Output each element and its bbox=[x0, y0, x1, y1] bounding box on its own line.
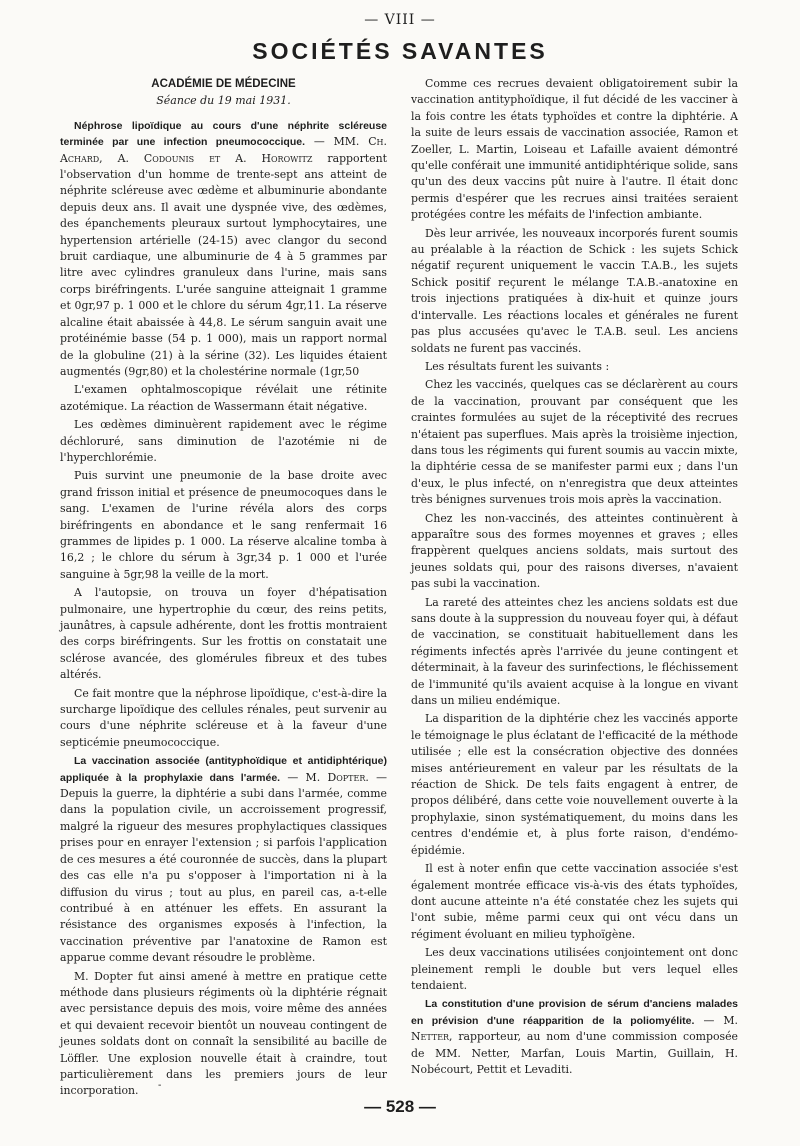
paragraph: Les œdèmes diminuèrent rapidement avec le régime déchloruré, sans diminution de l'azotémie ni de l'hyperchlorémie. bbox=[60, 418, 387, 464]
paragraph: Ce fait montre que la néphrose lipoïdique, c'est-à-dire la surcharge lipoïdique des cellules rénales, peut survenir au cours d'une néphrite scléreuse et à la faveur d'une septicémie pneumococcique. bbox=[60, 686, 387, 749]
article-authors: — M. Dopter. bbox=[287, 770, 369, 784]
paragraph: Chez les vaccinés, quelques cas se déclarèrent au cours de la vaccination, prouvant par conséquent que les craintes formulées au sujet de la réceptivité des recrues n'étaient pas superflues. Mais après la troisième injection, dans tous les régiments qui furent soumis au vaccin mixte, la diphtérie cessa de se manifester parmi eux ; dans l'un d'eux, le plus infecté, on n'enregistra que deux atteintes très bénignes survenues trois mois après la vaccination. bbox=[411, 378, 738, 507]
paragraph: — Depuis la guerre, la diphtérie a subi dans l'armée, comme dans la population civile, un accroissement progressif, malgré la rigueur des mesures prophylactiques classiques prises pour en enrayer l'extension ; si parfois l'application de ces mesures a été couronnée de succès, dans la plupart des cas elle n'a pu s'opposer à l'importation ni à la diffusion du virus ; tout au plus, en pareil cas, a-t-elle contribué à en atténuer les effets. En assurant la résistance des organismes exposés à l'infection, la vaccination préventive par l'anatoxine de Ramon est apparue comme devant résoudre le problème. bbox=[60, 770, 387, 965]
page-number: — 528 — bbox=[364, 1097, 436, 1116]
section-title: SOCIÉTÉS SAVANTES bbox=[252, 38, 548, 64]
paragraph: M. Dopter fut ainsi amené à mettre en pratique cette méthode dans plusieurs régiments où la diphtérie régnait avec persistance depuis des mois, voire même des années et qui devaient recevoir bientôt un nouveau contingent de jeunes soldats dont on connaît la sensibilité au bacille de Löffler. Une explosion nouvelle était à craindre, tout particulièrement dans les premiers jours de leur incorporation. bbox=[60, 969, 387, 1098]
seance-date: Séance du 19 mai 1931. bbox=[156, 94, 291, 108]
article-nephrose bbox=[60, 118, 387, 381]
paragraph: L'examen ophtalmoscopique révélait une rétinite azotémique. La réaction de Wassermann était négative. bbox=[60, 383, 387, 413]
right-column bbox=[411, 76, 738, 1080]
article-title: La vaccination associée (antityphoïdique et antidiphtérique) appliquée à la prophylaxie dans l'armée. bbox=[60, 755, 387, 784]
paragraph: Chez les non-vaccinés, des atteintes continuèrent à apparaître sous des formes moyennes et graves ; elles frappèrent quelques anciens soldats, mais surtout des jeunes soldats qui, pour des raisons diverses, n'avaient pas subi la vaccination. bbox=[411, 511, 738, 591]
article-title: Néphrose lipoïdique au cours d'une néphrite scléreuse terminée par une infection pneumococcique. bbox=[60, 119, 387, 149]
paragraph: A l'autopsie, on trouva un foyer d'hépatisation pulmonaire, une hypertrophie du cœur, des reins petits, jaunâtres, à capsule adhérente, dont les frottis montraient des corps biréfringents. Sur les frottis on constatait une sclérose avancée, des glomérules fibreux et des tubes altérés. bbox=[60, 586, 387, 682]
paragraph: rapportent l'observation d'un homme de trente-sept ans atteint de néphrite scléreuse avec œdème et albuminurie abondante depuis deux ans. Il avait une dyspnée vive, des œdèmes, des épanchements pleuraux surtout lymphocytaires, une hypertension artérielle (24-15) avec clangor du second bruit cardiaque, une albuminurie de 4 à 5 grammes par litre avec cylindres granuleux dans l'urine, mais sans corps biréfringents. L'urée sanguine atteignait 1 gramme et 0gr,97 p. 1 000 et le chlore du sérum 4gr,11. La réserve alcaline était abaissée à 44,8. Le sérum sanguin avait une protéinémie basse (54 p. 1 000), mais un rapport normal de la globuline (21) à la sérine (32). Les liquides étaient augmentés (9gr,80) et la cholestérine normale (1gr,50 bbox=[60, 151, 387, 378]
article-authors: — M. Netter, bbox=[411, 1013, 738, 1044]
article-authors: — MM. Ch. Achard, A. Codounis et A. Horowitz bbox=[60, 135, 387, 165]
paragraph: rapporteur, au nom d'une commission composée de MM. Netter, Marfan, Louis Martin, Guillain, H. Nobécourt, Pettit et Levaditi. bbox=[411, 1030, 738, 1076]
paragraph: La disparition de la diphtérie chez les vaccinés apporte le témoignage le plus éclatant de l'efficacité de la méthode utilisée ; elle est la consécration objective des données mises antérieurement en valeur par les résultats de la réaction de Shick. De tels faits engagent à entrer, de propos délibéré, dans cette voie nouvellement ouverte à la prophylaxie, sinon systématiquement, du moins dans les centres d'endémie et, à plus forte raison, d'endémo-épidémie. bbox=[411, 712, 738, 857]
paragraph: Il est à noter enfin que cette vaccination associée s'est également montrée efficace vis-à-vis des états typhoïdes, dont aucune atteinte n'a été constatée chez les sujets qui l'ont subie, même parmi ceux qui ont vécu dans un régiment évoluant en milieu typhoïgène. bbox=[411, 862, 738, 941]
article-vaccination bbox=[60, 753, 387, 966]
paragraph: Les deux vaccinations utilisées conjointement ont donc pleinement rempli le double but vers lequel elles tendaient. bbox=[411, 946, 738, 992]
article-title: La constitution d'une provision de sérum d'anciens malades en prévision d'une réapparition de la poliomyélite. bbox=[411, 998, 738, 1027]
article-poliomyelite bbox=[411, 996, 738, 1078]
left-column bbox=[60, 76, 387, 1102]
stray-mark: - bbox=[158, 1080, 162, 1091]
page-roman-numeral: — VIII — bbox=[364, 12, 436, 28]
academy-heading: ACADÉMIE DE MÉDECINE bbox=[151, 78, 296, 90]
paragraph: La rareté des atteintes chez les anciens soldats est due sans doute à la suppression du nouveau foyer qui, à défaut de vaccination, se constituait habituellement dans les régiments infectés après l'arrivée du jeune contingent et déterminait, à la faveur des surinfections, le fléchissement de l'immunité qu'ils avaient acquise à la longue en vivant dans un milieu endémique. bbox=[411, 595, 738, 708]
paragraph: Comme ces recrues devaient obligatoirement subir la vaccination antityphoïdique, il fut décidé de les vacciner à la fois contre les états typhoïdes et contre la diphtérie. A la suite de leurs essais de vaccination associée, Ramon et Zoeller, L. Martin, Loiseau et Lafaille avaient démontré qu'elle conférait une immunité antidiphtérique solide, sans qu'un des deux vaccins pût nuire à l'autre. Il était donc permis d'espérer que les recrues ainsi traitées seraient protégées contre les méfaits de l'infection ambiante. bbox=[411, 77, 738, 222]
paragraph: Puis survint une pneumonie de la base droite avec grand frisson initial et présence de pneumocoques dans le sang. L'examen de l'urine révéla alors des corps biréfringents en abondance et le sang renfermait 16 grammes de lipides p. 1 000. La réserve alcaline tomba à 16,2 ; le chlore du sérum à 3gr,34 p. 1 000 et l'urée sanguine à 5gr,98 la veille de la mort. bbox=[60, 469, 387, 581]
paragraph: Dès leur arrivée, les nouveaux incorporés furent soumis au préalable à la réaction de Schick : les sujets Schick négatif reçurent uniquement le vaccin T.A.B., les sujets Schick positif reçurent le mélange T.A.B.-anatoxine en trois injections pratiquées à dix-huit et quinze jours d'intervalle. Les réactions locales et générales ne furent pas plus accusées qu'avec le T.A.B. seul. Les anciens soldats ne furent pas vaccinés. bbox=[411, 226, 738, 355]
paragraph: Les résultats furent les suivants : bbox=[425, 359, 610, 373]
